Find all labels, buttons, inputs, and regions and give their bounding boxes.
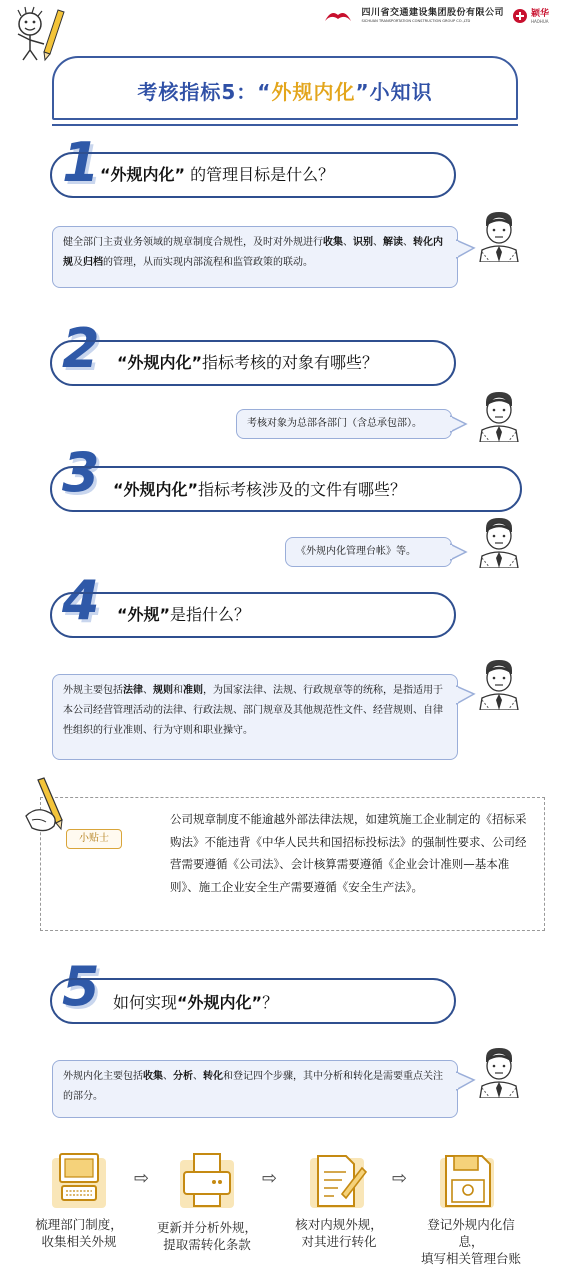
- question-2: [117, 353, 378, 373]
- question-2-rest: 指标考核的对象有哪些？: [202, 353, 379, 372]
- answer-1-text: 的管理，从而实现内部流程和监管政策的联动。: [103, 257, 313, 268]
- answer-4-keyword: 准则: [183, 685, 203, 696]
- answer-5-text: 、: [193, 1071, 203, 1082]
- answer-5-text: 外规内化主要包括: [63, 1071, 143, 1082]
- header-logos: [323, 8, 549, 24]
- section-number-5: 5: [62, 955, 100, 1018]
- answer-1-keyword: 解读: [383, 237, 403, 248]
- answer-1-text: 、: [373, 237, 383, 248]
- question-4-rest: 是指什么？: [170, 605, 251, 624]
- businessman-avatar-icon: [472, 514, 526, 568]
- answer-5-text: 和登记四个步骤，其中分析和转化是需要重点关注的部分。: [63, 1071, 443, 1102]
- answer-4-text: 和: [173, 685, 183, 696]
- question-5-pre: 如何实现: [113, 993, 178, 1012]
- section-number-2: 2: [62, 317, 100, 380]
- answer-5-keyword: 收集: [143, 1071, 163, 1082]
- answer-4-keyword: 法律: [123, 685, 143, 696]
- brand-name-cn: 颖华: [530, 8, 549, 19]
- title-prefix: 考核指标5：“: [137, 80, 272, 104]
- title-frame: [52, 56, 518, 120]
- question-5-rest: ？: [262, 993, 279, 1012]
- question-3-bold: “外规内化”: [113, 480, 199, 499]
- businessman-avatar-icon: [472, 388, 526, 442]
- tips-text: 公司规章制度不能逾越外部法律法规，如建筑施工企业制定的《招标采购法》不能违背《中华人民共和国招标投标法》的强制性要求、公司经营需要遵循《公司法》、会计核算需要遵循《企业会计准则—基本准则》、施工企业安全生产需要遵循《安全生产法》。: [170, 812, 527, 894]
- answer-5-text: 、: [163, 1071, 173, 1082]
- answer-1-text: 及: [73, 257, 83, 268]
- answer-4: [52, 674, 458, 760]
- step-label-4: 登记外规内化信息， 填写相关管理台账: [420, 1217, 521, 1266]
- company-logo-icon: [323, 9, 353, 23]
- question-pill-4: [50, 592, 456, 638]
- arrow-right-icon: ⇨: [262, 1168, 278, 1189]
- answer-1-text: 、: [343, 237, 353, 248]
- title-highlight: 外规内化: [271, 80, 356, 104]
- answer-4-keyword: 规则: [153, 685, 173, 696]
- title-suffix: ”小知识: [355, 80, 433, 104]
- arrow-right-icon: ⇨: [134, 1168, 150, 1189]
- question-5-bold: “外规内化”: [177, 993, 263, 1012]
- question-4-bold: “外规”: [117, 605, 171, 624]
- businessman-avatar-icon: [472, 208, 526, 262]
- answer-5-keyword: 分析: [173, 1071, 193, 1082]
- speech-pointer-icon: [450, 542, 470, 562]
- question-4: [117, 605, 250, 625]
- page-title: [54, 76, 516, 105]
- question-2-bold: “外规内化”: [117, 353, 203, 372]
- computer-icon: [48, 1150, 110, 1212]
- arrow-right-icon: ⇨: [392, 1168, 408, 1189]
- brand-logo: [512, 8, 549, 24]
- question-3-rest: 指标考核涉及的文件有哪些？: [198, 480, 407, 499]
- answer-1-text: 、: [403, 237, 413, 248]
- answer-1-keyword: 归档: [83, 257, 103, 268]
- company-name-en: SICHUAN TRANSPORTATION CONSTRUCTION GROUP CO.,LTD: [361, 19, 471, 23]
- company-name-block: [361, 8, 504, 24]
- answer-1-keyword: 收集: [323, 237, 343, 248]
- answer-4-text: 、: [143, 685, 153, 696]
- answer-3: 《外规内化管理台帐》等。: [285, 537, 452, 567]
- section-number-3: 3: [62, 441, 100, 504]
- step-label-1: 梳理部门制度， 收集相关外规: [35, 1217, 123, 1249]
- brand-logo-icon: [512, 8, 528, 24]
- answer-5-keyword: 转化: [203, 1071, 223, 1082]
- brand-name-en: HAOHUA: [530, 18, 549, 24]
- answer-4-text: ，为国家法律、法规、行政规章等的统称，是指适用于本公司经营管理活动的法律、行政法规、部门规章及其他规范性文件、经营规则、自律性组织的行业准则、行为守则和职业操守。: [63, 685, 443, 736]
- document-pen-icon: [306, 1150, 368, 1212]
- answer-1: [52, 226, 458, 288]
- floppy-disk-icon: [436, 1150, 498, 1212]
- step-label-3: 核对内规外规， 对其进行转化: [295, 1217, 383, 1249]
- answer-4-text: 外规主要包括: [63, 685, 123, 696]
- answer-2: 考核对象为总部各部门（含总承包部）。: [236, 409, 452, 439]
- printer-icon: [176, 1150, 238, 1212]
- question-1-bold: “外规内化”: [100, 165, 186, 184]
- answer-1-keyword: 转化内规: [63, 237, 443, 268]
- mascot-pencil-figure: [8, 4, 70, 62]
- businessman-avatar-icon: [472, 656, 526, 710]
- question-5: [113, 993, 278, 1013]
- question-1-rest: 的管理目标是什么？: [185, 165, 335, 184]
- question-3: [113, 480, 406, 500]
- answer-1-keyword: 识别: [353, 237, 373, 248]
- company-name-cn: 四川省交通建设集团股份有限公司: [361, 8, 504, 18]
- section-number-4: 4: [62, 569, 100, 632]
- tips-label: 小贴士: [66, 829, 122, 849]
- step-label-2: 更新并分析外规， 提取需转化条款: [156, 1220, 257, 1252]
- answer-5: [52, 1060, 458, 1118]
- answer-1-text: 健全部门主责业务领域的规章制度合规性，及时对外规进行: [63, 237, 323, 248]
- question-1: [100, 165, 334, 185]
- speech-pointer-icon: [450, 414, 470, 434]
- businessman-avatar-icon: [472, 1044, 526, 1098]
- section-number-1: 1: [62, 131, 100, 194]
